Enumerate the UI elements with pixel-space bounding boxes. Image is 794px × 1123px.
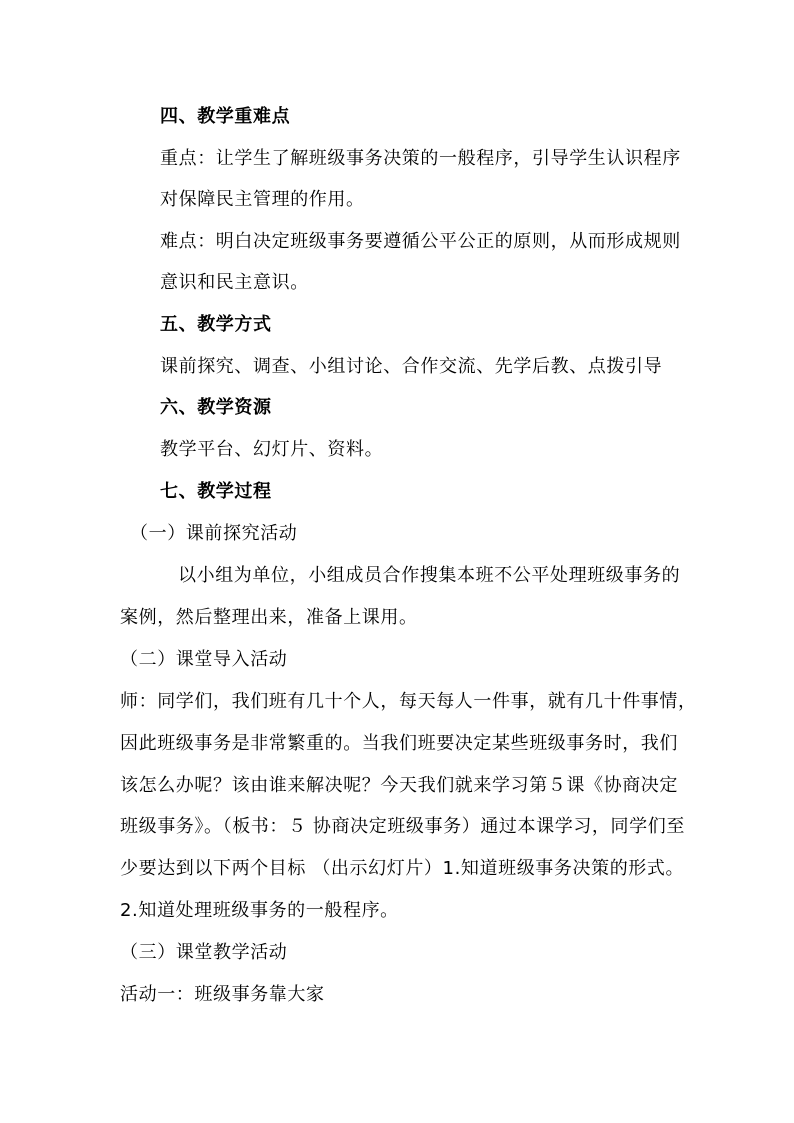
subsection-heading-1: （一）课前探究活动 <box>130 523 298 544</box>
section-heading-4: 四、教学重难点 <box>160 106 291 127</box>
section-heading-5: 五、教学方式 <box>160 314 272 335</box>
section-heading-7: 七、教学过程 <box>160 481 272 502</box>
intro-paragraph-line-2: 因此班级事务是非常繁重的。当我们班要决定某些班级事务时，我们 <box>120 733 678 754</box>
intro-paragraph-line-5: 少要达到以下两个目标 （出示幻灯片）1.知道班级事务决策的形式。 <box>120 858 685 879</box>
pre-class-activity-line-2: 案例，然后整理出来，准备上课用。 <box>120 607 418 628</box>
intro-paragraph-line-3: 该怎么办呢？该由谁来解决呢？今天我们就来学习第５课《协商决定 <box>120 775 678 796</box>
difficulty-line-2: 意识和民主意识。 <box>160 272 309 293</box>
intro-paragraph-line-6: 2.知道处理班级事务的一般程序。 <box>120 900 399 921</box>
key-point-line-1: 重点：让学生了解班级事务决策的一般程序，引导学生认识程序 <box>160 148 681 169</box>
activity-one-title: 活动一：班级事务靠大家 <box>120 984 325 1005</box>
intro-paragraph-line-4: 班级事务》。（板书：５ 协商决定班级事务）通过本课学习，同学们至 <box>120 816 685 837</box>
intro-paragraph-line-1: 师：同学们，我们班有几十个人，每天每人一件事，就有几十件事情， <box>120 691 697 712</box>
subsection-heading-2: （二）课堂导入活动 <box>120 649 288 670</box>
key-point-line-2: 对保障民主管理的作用。 <box>160 189 365 210</box>
pre-class-activity-line-1: 以小组为单位，小组成员合作搜集本班不公平处理班级事务的 <box>178 565 681 586</box>
teaching-resources-text: 教学平台、幻灯片、资料。 <box>160 439 384 460</box>
teaching-methods-text: 课前探究、调查、小组讨论、合作交流、先学后教、点拨引导 <box>160 356 663 377</box>
difficulty-line-1: 难点：明白决定班级事务要遵循公平公正的原则，从而形成规则 <box>160 231 681 252</box>
subsection-heading-3: （三）课堂教学活动 <box>120 942 288 963</box>
section-heading-6: 六、教学资源 <box>160 397 272 418</box>
